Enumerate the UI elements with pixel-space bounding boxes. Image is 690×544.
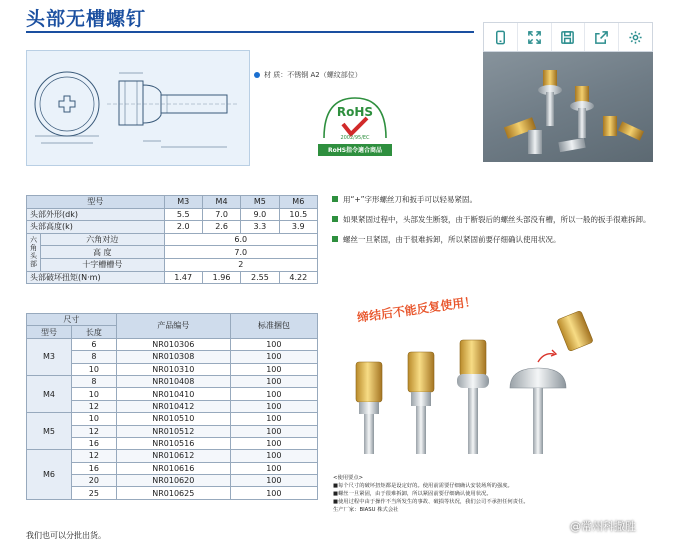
parts-pack-cell: 100 (230, 487, 317, 499)
parts-code-cell: NR010306 (116, 338, 230, 350)
spec-cell: 6.0 (164, 233, 317, 246)
share-icon (594, 30, 609, 45)
technical-drawing (26, 50, 250, 166)
notes-item: ■螺丝一旦紧固，由于很难拆卸，所以紧固前要仔细确认使用状况。 (333, 491, 492, 497)
spec-label-torque: 头部破坏扭矩(N·m) (27, 271, 165, 284)
spec-header-m5: M5 (241, 196, 279, 209)
parts-length-cell: 16 (71, 462, 116, 474)
spec-cell: 7.0 (202, 208, 240, 221)
slogan-warning: 缔结后不能反复使用！ (356, 294, 478, 325)
footer-note: 我们也可以分批出货。 (26, 531, 106, 540)
spec-cell: 3.3 (241, 221, 279, 234)
rohs-label: RoHS指令適合商品 (327, 147, 383, 154)
svg-text:RoHS: RoHS (336, 105, 374, 119)
usage-illustration (340, 300, 660, 460)
parts-pack-cell: 100 (230, 413, 317, 425)
parts-code-cell: NR010612 (116, 450, 230, 462)
parts-model-cell: M6 (27, 450, 72, 500)
material-text: 材 质：不锈钢 A2（螺纹部位） (264, 71, 362, 79)
rohs-code: 2002/95/EC (340, 135, 370, 141)
parts-code-cell: NR010512 (116, 425, 230, 437)
bullet-dot-icon (254, 72, 260, 78)
spec-header-m4: M4 (202, 196, 240, 209)
spec-cell: 2.6 (202, 221, 240, 234)
feature-item: 螺丝一旦紧固，由于很难拆卸，所以紧固前要仔细确认使用状况。 (332, 233, 662, 246)
parts-code-cell: NR010310 (116, 363, 230, 375)
parts-length-cell: 10 (71, 363, 116, 375)
spec-cell: 4.22 (279, 271, 317, 284)
share-button[interactable] (585, 23, 619, 51)
parts-code-cell: NR010412 (116, 400, 230, 412)
notes-manufacturer: 生产厂家：BIASU 株式会社 (333, 507, 399, 513)
parts-pack-cell: 100 (230, 338, 317, 350)
gear-icon (628, 30, 643, 45)
spec-header-m6: M6 (279, 196, 317, 209)
screw-drawing (27, 51, 249, 165)
table-row (27, 375, 318, 387)
parts-header-pack: 标准捆包 (230, 314, 317, 339)
feature-list (332, 193, 662, 253)
toolbar (483, 22, 653, 52)
page-title: 头部无槽螺钉 (26, 8, 147, 30)
notes-heading: <使用要点> (333, 475, 364, 481)
tablet-icon (493, 30, 508, 45)
parts-length-cell: 10 (71, 388, 116, 400)
spec-cell: 5.5 (164, 208, 202, 221)
spec-label-hex-flat: 六角对边 (41, 233, 165, 246)
parts-pack-cell: 100 (230, 475, 317, 487)
parts-code-cell: NR010620 (116, 475, 230, 487)
spec-table (26, 195, 318, 284)
parts-header-size: 尺寸 (27, 314, 117, 326)
screw-stages-illustration (340, 300, 660, 460)
spec-cell: 2.55 (241, 271, 279, 284)
save-icon (560, 30, 575, 45)
parts-model-cell: M3 (27, 338, 72, 375)
parts-code-cell: NR010510 (116, 413, 230, 425)
parts-code-cell: NR010410 (116, 388, 230, 400)
spec-cell: 1.96 (202, 271, 240, 284)
spec-cell: 2 (164, 258, 317, 271)
spec-cell: 9.0 (241, 208, 279, 221)
parts-pack-cell: 100 (230, 437, 317, 449)
parts-pack-cell: 100 (230, 450, 317, 462)
parts-length-cell: 12 (71, 400, 116, 412)
parts-length-cell: 10 (71, 413, 116, 425)
usage-notes (333, 474, 663, 514)
settings-button[interactable] (619, 23, 652, 51)
parts-pack-cell: 100 (230, 375, 317, 387)
spec-cell: 3.9 (279, 221, 317, 234)
feature-item: 用“+”字形螺丝刀和扳手可以轻易紧固。 (332, 193, 662, 206)
expand-icon (527, 30, 542, 45)
feature-item: 如果紧固过程中，头部发生断裂，由于断裂后的螺丝头部没有槽，所以一般的扳手很难拆卸。 (332, 213, 662, 226)
table-row (27, 413, 318, 425)
parts-length-cell: 12 (71, 425, 116, 437)
parts-length-cell: 16 (71, 437, 116, 449)
product-photo (483, 52, 653, 162)
table-row (27, 450, 318, 462)
spec-label-cross: 十字槽槽号 (41, 258, 165, 271)
parts-header-length: 长度 (71, 326, 116, 338)
parts-header-model: 型号 (27, 326, 72, 338)
title-underline (26, 31, 474, 33)
parts-table (26, 313, 318, 500)
parts-pack-cell: 100 (230, 462, 317, 474)
parts-length-cell: 6 (71, 338, 116, 350)
spec-label-hex-height: 高 度 (41, 246, 165, 259)
expand-button[interactable] (518, 23, 552, 51)
parts-length-cell: 25 (71, 487, 116, 499)
rohs-badge (316, 92, 394, 158)
parts-length-cell: 20 (71, 475, 116, 487)
parts-pack-cell: 100 (230, 425, 317, 437)
spec-hex-group: 六角头部 (27, 233, 41, 271)
parts-pack-cell: 100 (230, 388, 317, 400)
parts-code-cell: NR010408 (116, 375, 230, 387)
parts-code-cell: NR010516 (116, 437, 230, 449)
parts-model-cell: M5 (27, 413, 72, 450)
parts-code-cell: NR010625 (116, 487, 230, 499)
parts-pack-cell: 100 (230, 363, 317, 375)
spec-label-dk: 头部外形(dk) (27, 208, 165, 221)
parts-length-cell: 8 (71, 351, 116, 363)
notes-item: ■使用过程中由于操作不当所发生的事故、破损等状况，我们公司不承担任何责任。 (333, 499, 529, 505)
screws-photo-image (483, 52, 653, 162)
parts-code-cell: NR010308 (116, 351, 230, 363)
notes-item: ■每个尺寸的破坏扭矩都是设定好的。使用前需要仔细确认安装场所的强度。 (333, 483, 513, 489)
spec-cell: 10.5 (279, 208, 317, 221)
spec-cell: 2.0 (164, 221, 202, 234)
spec-header-m3: M3 (164, 196, 202, 209)
parts-length-cell: 12 (71, 450, 116, 462)
table-row (27, 338, 318, 350)
material-spec (254, 70, 362, 80)
spec-cell: 1.47 (164, 271, 202, 284)
parts-pack-cell: 100 (230, 400, 317, 412)
spec-cell: 7.0 (164, 246, 317, 259)
spec-header-model: 型号 (27, 196, 165, 209)
save-button[interactable] (552, 23, 586, 51)
parts-model-cell: M4 (27, 375, 72, 412)
parts-code-cell: NR010616 (116, 462, 230, 474)
parts-pack-cell: 100 (230, 351, 317, 363)
parts-header-code: 产品编号 (116, 314, 230, 339)
tablet-button[interactable] (484, 23, 518, 51)
watermark: @常州科撒胜 (570, 520, 636, 533)
spec-label-k: 头部高度(k) (27, 221, 165, 234)
parts-length-cell: 8 (71, 375, 116, 387)
